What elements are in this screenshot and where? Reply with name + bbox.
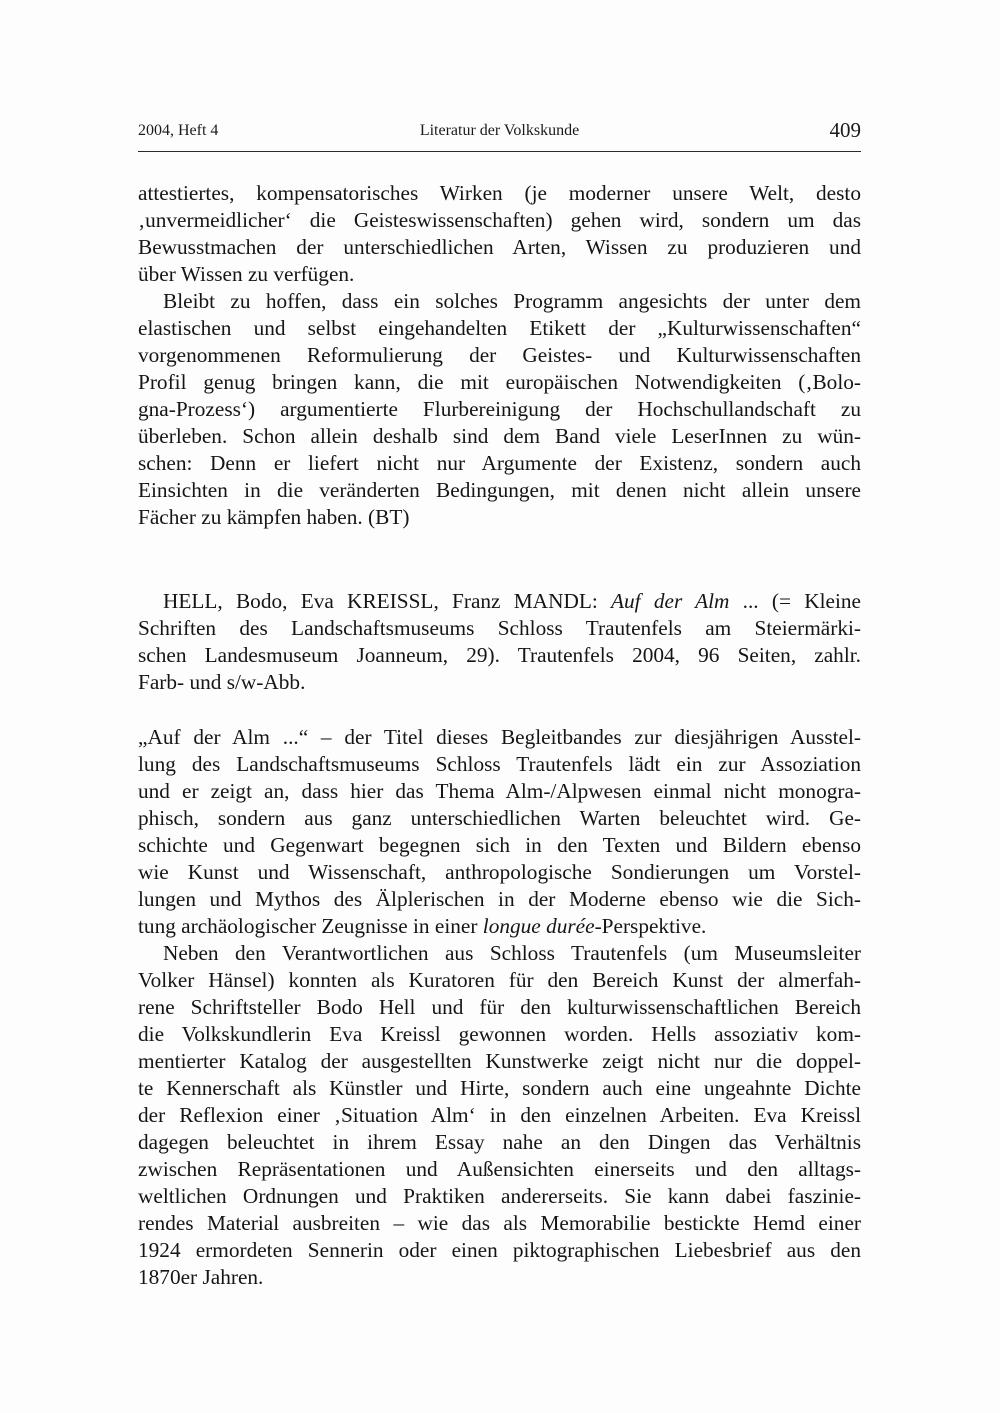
text-line: mentierter Katalog der ausgestellten Kunstwerke zeigt nicht nur die doppel- <box>138 1049 861 1073</box>
text-line: lungen und Mythos des Älplerischen in der Moderne ebenso wie die Sich- <box>138 887 861 911</box>
text-line: über Wissen zu verfügen. <box>138 262 355 286</box>
text-line: weltlichen Ordnungen und Praktiken andererseits. Sie kann dabei faszinie- <box>138 1184 861 1208</box>
citation-title: Auf der Alm <box>611 589 730 613</box>
text-line: rene Schriftsteller Bodo Hell und für den kulturwissenschaftlichen Bereich <box>138 995 861 1019</box>
text-line: 1924 ermordeten Sennerin oder einen piktographischen Liebesbrief aus den <box>138 1238 861 1262</box>
text-line: attestiertes, kompensatorisches Wirken (je moderner unsere Welt, desto <box>138 181 861 205</box>
text-line <box>138 913 861 940</box>
issue-label: 2004, Heft 4 <box>138 122 219 139</box>
text-line: te Kennerschaft als Künstler und Hirte, sondern auch eine ungeahnte Dichte <box>138 1076 861 1100</box>
text-line: Bewusstmachen der unterschiedlichen Arten, Wissen zu produzieren und <box>138 235 861 259</box>
text-line: schichte und Gegenwart begegnen sich in den Texten und Bildern ebenso <box>138 833 861 857</box>
text-line: Neben den Verantwortlichen aus Schloss Trautenfels (um Museumsleiter <box>163 941 861 965</box>
text-line: Volker Hänsel) konnten als Kuratoren für den Bereich Kunst der almerfah- <box>138 968 861 992</box>
text-line: Bleibt zu hoffen, dass ein solches Programm angesichts der unter dem <box>163 289 861 313</box>
text-line: zwischen Repräsentationen und Außensichten einerseits und den alltags- <box>138 1157 861 1181</box>
text-line: überleben. Schon allein deshalb sind dem Band viele LeserInnen zu wün- <box>138 424 861 448</box>
text-span: -Perspektive. <box>594 914 707 938</box>
text-line: elastischen und selbst eingehandelten Etikett der „Kulturwissenschaften“ <box>138 316 861 340</box>
text-line: rendes Material ausbreiten – wie das als Memorabilie bestickte Hemd einer <box>138 1211 861 1235</box>
text-line: Schriften des Landschaftsmuseums Schloss Trautenfels am Steiermärki- <box>138 616 861 640</box>
text-line: schen Landesmuseum Joanneum, 29). Trautenfels 2004, 96 Seiten, zahlr. <box>138 643 861 667</box>
page-number: 409 <box>829 118 861 142</box>
text-line: Profil genug bringen kann, die mit europäischen Notwendigkeiten (‚Bolo- <box>138 370 861 394</box>
text-line: 1870er Jahren. <box>138 1265 264 1289</box>
text-line: dagegen beleuchtet in ihrem Essay nahe an den Dingen das Verhältnis <box>138 1130 861 1154</box>
text-line: wie Kunst und Wissenschaft, anthropologische Sondierungen um Vorstel- <box>138 860 861 884</box>
running-header <box>138 118 861 148</box>
text-line: Einsichten in die veränderten Bedingungen, mit denen nicht allein unsere <box>138 478 861 502</box>
header-rule <box>138 151 861 152</box>
text-line: der Reflexion einer ‚Situation Alm‘ in den einzelnen Arbeiten. Eva Kreissl <box>138 1103 861 1127</box>
citation-authors: HELL, Bodo, Eva KREISSL, Franz MANDL: <box>163 589 612 613</box>
text-line: Farb- und s/w-Abb. <box>138 670 306 694</box>
text-line: lung des Landschaftsmuseums Schloss Trautenfels lädt ein zur Assoziation <box>138 752 861 776</box>
text-span: tung archäologischer Zeugnisse in einer <box>138 914 483 938</box>
citation-heading <box>163 588 861 615</box>
text-line: und er zeigt an, dass hier das Thema Alm-/Alpwesen einmal nicht monogra- <box>138 779 861 803</box>
text-line: gna-Prozess‘) argumentierte Flurbereinigung der Hochschullandschaft zu <box>138 397 861 421</box>
section-title: Literatur der Volkskunde <box>419 122 580 139</box>
text-line: schen: Denn er liefert nicht nur Argumente der Existenz, sondern auch <box>138 451 861 475</box>
text-line: ‚unvermeidlicher‘ die Geisteswissenschaften) gehen wird, sondern um das <box>138 208 861 232</box>
text-line: vorgenommenen Reformulierung der Geistes- und Kulturwissenschaften <box>138 343 861 367</box>
text-line: die Volkskundlerin Eva Kreissl gewonnen worden. Hells assoziativ kom- <box>138 1022 861 1046</box>
text-line: „Auf der Alm ...“ – der Titel dieses Begleitbandes zur diesjährigen Ausstel- <box>138 725 861 749</box>
citation-series: ... (= Kleine <box>729 589 861 613</box>
text-line: Fächer zu kämpfen haben. (BT) <box>138 505 410 529</box>
text-line: phisch, sondern aus ganz unterschiedlichen Warten beleuchtet wird. Ge- <box>138 806 861 830</box>
italic-term: longue durée <box>482 914 595 938</box>
